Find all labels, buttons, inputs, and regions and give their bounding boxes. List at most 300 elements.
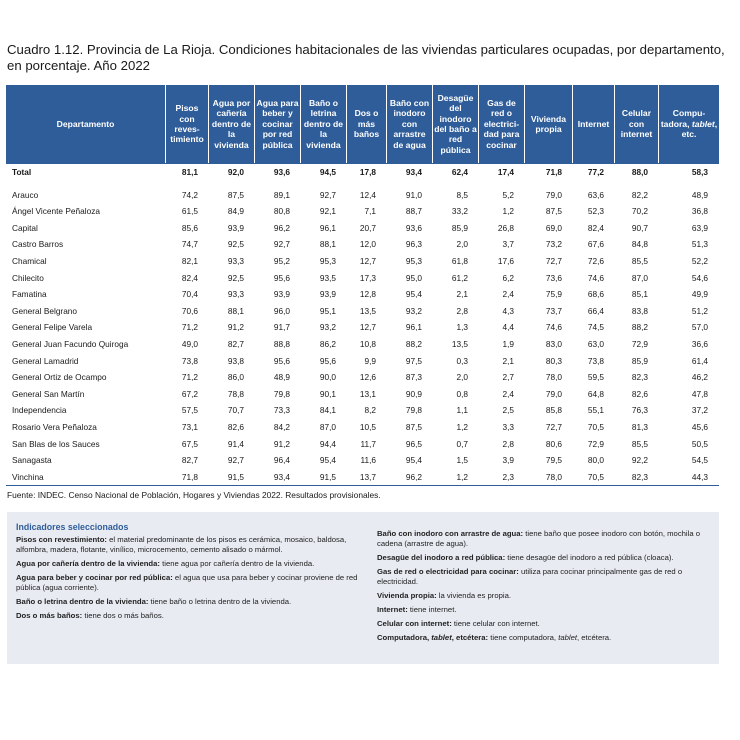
table-cell: 79,0: [545, 189, 562, 200]
table-cell: 70,2: [631, 206, 648, 217]
table-cell: 93,3: [227, 255, 244, 266]
table-cell: 37,2: [691, 405, 708, 416]
table-row: [6, 353, 719, 370]
table-cell: 26,8: [497, 222, 514, 233]
table-cell: 59,5: [587, 372, 604, 383]
indicator-definition: tiene dos o más baños.: [82, 611, 164, 620]
indicator-note: [16, 573, 361, 593]
table-cell: 61,8: [451, 255, 468, 266]
table-cell: 82,7: [181, 455, 198, 466]
table-row: [6, 303, 719, 320]
row-label: Capital: [12, 222, 38, 233]
table-cell: 92,7: [319, 189, 336, 200]
table-cell: 73,2: [545, 239, 562, 250]
indicator-term: Agua por cañería dentro de la vivienda:: [16, 559, 160, 568]
table-cell: 93,9: [319, 289, 336, 300]
indicator-note: [377, 567, 712, 587]
table-cell: 78,0: [525, 469, 573, 487]
table-cell: 91,0: [405, 189, 422, 200]
row-label: Castro Barros: [12, 239, 64, 250]
table-cell: 54,5: [691, 455, 708, 466]
column-header: Pisos con reves- timiento: [166, 85, 209, 163]
table-cell: 82,6: [631, 388, 648, 399]
indicator-note: [16, 559, 361, 569]
indicator-term: Vivienda propia:: [377, 591, 437, 600]
table-cell: 85,5: [631, 438, 648, 449]
table-row: [6, 402, 719, 419]
table-cell: 80,8: [273, 206, 290, 217]
indicator-note: [16, 535, 361, 555]
table-cell: 4,3: [502, 305, 514, 316]
table-cell: 63,9: [691, 222, 708, 233]
row-label: Sanagasta: [12, 455, 52, 466]
table-cell: 2,5: [502, 405, 514, 416]
table-cell: 74,7: [181, 239, 198, 250]
table-cell: 96,2: [273, 222, 290, 233]
table-row: [6, 336, 719, 353]
table-cell: 4,4: [502, 322, 514, 333]
table-cell: 68,6: [587, 289, 604, 300]
table-cell: 82,6: [227, 421, 244, 432]
table-cell: 7,1: [364, 206, 376, 217]
table-cell: 81,3: [631, 421, 648, 432]
column-header: Celular con internet: [615, 85, 659, 163]
table-cell: 17,3: [359, 272, 376, 283]
indicator-note: [16, 597, 361, 607]
table-row: [6, 236, 719, 253]
table-cell: 48,9: [691, 189, 708, 200]
table-cell: 6,2: [502, 272, 514, 283]
table-cell: 74,5: [587, 322, 604, 333]
table-cell: 2,1: [456, 289, 468, 300]
table-cell: 44,3: [659, 469, 719, 487]
table-cell: 72,6: [587, 255, 604, 266]
table-cell: 33,2: [451, 206, 468, 217]
table-cell: 70,7: [227, 405, 244, 416]
data-table-container: [6, 85, 719, 486]
table-cell: 86,0: [227, 372, 244, 383]
table-cell: 1,2: [502, 206, 514, 217]
table-row: [6, 187, 719, 204]
table-cell: 55,1: [587, 405, 604, 416]
table-cell: 96,2: [387, 469, 433, 487]
table-cell: 96,1: [405, 322, 422, 333]
row-label: General San Martín: [12, 388, 85, 399]
table-cell: 71,8: [525, 163, 573, 181]
table-cell: 96,0: [273, 305, 290, 316]
column-header: Internet: [573, 85, 615, 163]
table-cell: 85,1: [631, 289, 648, 300]
indicators-right-column: [377, 529, 712, 647]
table-cell: 0,7: [456, 438, 468, 449]
indicator-term: Dos o más baños:: [16, 611, 83, 620]
table-cell: 20,7: [359, 222, 376, 233]
table-cell: 79,8: [405, 405, 422, 416]
table-cell: 92,0: [209, 163, 255, 181]
indicators-box: [7, 512, 719, 664]
source-note: Fuente: INDEC. Censo Nacional de Población, Hogares y Viviendas 2022. Resultados provisionales.: [7, 490, 381, 500]
table-cell: 86,2: [319, 338, 336, 349]
column-header: Dos o más baños: [347, 85, 387, 163]
row-label: General Belgrano: [12, 305, 78, 316]
table-row: [6, 319, 719, 336]
table-cell: 95,0: [405, 272, 422, 283]
table-row: [6, 220, 719, 237]
table-cell: 85,5: [631, 255, 648, 266]
indicator-note: [377, 619, 712, 629]
indicator-definition: tiene celular con internet.: [451, 619, 540, 628]
table-cell: 96,5: [405, 438, 422, 449]
indicator-note: [377, 553, 712, 563]
table-cell: 88,7: [405, 206, 422, 217]
row-label: Ángel Vicente Peñaloza: [12, 206, 100, 217]
table-cell: 95,4: [405, 289, 422, 300]
table-cell: 72,9: [587, 438, 604, 449]
table-cell: 75,9: [545, 289, 562, 300]
column-header: Baño con inodoro con arrastre de agua: [387, 85, 433, 163]
table-cell: 82,3: [631, 372, 648, 383]
data-table: [6, 85, 719, 486]
row-label: Rosario Vera Peñaloza: [12, 421, 97, 432]
table-cell: 2,4: [502, 388, 514, 399]
row-label: Independencia: [12, 405, 67, 416]
table-cell: 2,4: [502, 289, 514, 300]
table-cell: 67,5: [181, 438, 198, 449]
table-cell: 36,6: [691, 338, 708, 349]
table-cell: 13,5: [451, 338, 468, 349]
row-label: Arauco: [12, 189, 39, 200]
table-cell: 79,8: [273, 388, 290, 399]
table-cell: 70,4: [181, 289, 198, 300]
table-cell: 91,7: [273, 322, 290, 333]
indicator-note: [377, 591, 712, 601]
table-cell: 2,0: [456, 239, 468, 250]
table-cell: 11,6: [360, 455, 376, 466]
column-header: Compu- tadora, tablet, etc.: [659, 85, 719, 163]
table-cell: 66,4: [587, 305, 604, 316]
row-label: Vinchina: [6, 469, 166, 487]
row-label: General Ortiz de Ocampo: [12, 372, 107, 383]
table-cell: 91,5: [301, 469, 347, 487]
table-cell: 93,9: [273, 289, 290, 300]
indicator-definition: tiene internet.: [407, 605, 457, 614]
table-header-row: [6, 85, 719, 163]
table-cell: 95,6: [273, 355, 290, 366]
table-cell: 8,2: [364, 405, 376, 416]
table-cell: 13,7: [347, 469, 387, 487]
table-cell: 73,8: [181, 355, 198, 366]
table-cell: 96,3: [405, 239, 422, 250]
table-cell: 0,8: [456, 388, 468, 399]
table-title: Cuadro 1.12. Provincia de La Rioja. Condiciones habitacionales de las viviendas particulares ocupadas, por departamento, en porcentaje. Año 2022: [7, 42, 725, 73]
table-cell: 57,0: [691, 322, 708, 333]
table-cell: 92,7: [227, 455, 244, 466]
table-cell: 69,0: [545, 222, 562, 233]
row-label: General Juan Facundo Quiroga: [12, 338, 129, 349]
column-header: Desagüe del inodoro del baño a red pública: [433, 85, 479, 163]
table-cell: 17,4: [479, 163, 525, 181]
indicator-definition: tiene baño o letrina dentro de la vivienda.: [148, 597, 292, 606]
table-cell: 51,3: [691, 239, 708, 250]
indicator-term: Desagüe del inodoro a red pública:: [377, 553, 506, 562]
table-cell: 90,7: [631, 222, 648, 233]
table-cell: 93,4: [387, 163, 433, 181]
table-cell: 93,6: [405, 222, 422, 233]
table-body: [6, 163, 719, 486]
row-label: General Lamadrid: [12, 355, 79, 366]
table-cell: 49,0: [181, 338, 198, 349]
table-cell: 54,6: [691, 272, 708, 283]
table-cell: 12,7: [359, 322, 376, 333]
table-cell: 85,9: [451, 222, 468, 233]
indicator-term: Baño con inodoro con arrastre de agua:: [377, 529, 524, 538]
table-cell: 1,1: [456, 405, 468, 416]
table-cell: 88,2: [405, 338, 422, 349]
table-cell: 12,6: [359, 372, 376, 383]
table-cell: 58,3: [659, 163, 719, 181]
table-cell: 85,6: [181, 222, 198, 233]
indicator-term: Celular con internet:: [377, 619, 452, 628]
table-cell: 50,5: [691, 438, 708, 449]
indicator-definition: tiene computadora, tablet, etcétera.: [488, 633, 612, 642]
table-cell: 71,2: [181, 372, 198, 383]
table-cell: 78,8: [227, 388, 244, 399]
column-header: Vivienda propia: [525, 85, 573, 163]
indicator-term: Agua para beber y cocinar por red pública:: [16, 573, 173, 582]
indicator-definition: utiliza para cocinar principalmente gas de red o electricidad.: [377, 567, 683, 586]
table-cell: 48,9: [273, 372, 290, 383]
table-row: [6, 286, 719, 303]
table-cell: 73,1: [181, 421, 198, 432]
table-cell: 95,3: [319, 255, 336, 266]
table-cell: 88,1: [319, 239, 336, 250]
column-header: Baño o letrina dentro de la vivienda: [301, 85, 347, 163]
table-cell: 88,8: [273, 338, 290, 349]
table-cell: 1,5: [456, 455, 468, 466]
indicator-note: [377, 605, 712, 615]
table-cell: 82,2: [631, 189, 648, 200]
table-cell: 61,4: [691, 355, 708, 366]
table-cell: 10,8: [359, 338, 376, 349]
indicator-definition: tiene desagüe del inodoro a red pública (cloaca).: [505, 553, 674, 562]
indicators-left-column: [16, 535, 361, 625]
table-cell: 1,3: [456, 322, 468, 333]
table-row: [6, 469, 719, 487]
table-row: [6, 386, 719, 403]
row-label: Famatina: [12, 289, 47, 300]
indicator-definition: tiene agua por cañería dentro de la vivienda.: [159, 559, 315, 568]
table-cell: 90,9: [405, 388, 422, 399]
table-cell: 80,6: [545, 438, 562, 449]
table-cell: 83,8: [631, 305, 648, 316]
table-cell: 82,3: [615, 469, 659, 487]
table-cell: 36,8: [691, 206, 708, 217]
table-cell: 93,4: [255, 469, 301, 487]
indicator-note: [16, 611, 361, 621]
table-cell: 95,6: [319, 355, 336, 366]
indicator-term: Pisos con revestimiento:: [16, 535, 107, 544]
column-header: Gas de red o electrici- dad para cocinar: [479, 85, 525, 163]
indicator-definition: la vivienda es propia.: [436, 591, 512, 600]
table-cell: 92,1: [319, 206, 336, 217]
table-cell: 17,8: [347, 163, 387, 181]
table-cell: 87,0: [319, 421, 336, 432]
table-cell: 80,3: [545, 355, 562, 366]
table-cell: 3,3: [502, 421, 514, 432]
table-cell: 91,2: [227, 322, 244, 333]
table-cell: 94,5: [301, 163, 347, 181]
table-cell: 87,5: [545, 206, 562, 217]
table-cell: 92,5: [227, 272, 244, 283]
table-cell: 95,1: [319, 305, 336, 316]
table-cell: 61,5: [181, 206, 198, 217]
table-cell: 85,8: [545, 405, 562, 416]
table-cell: 90,0: [319, 372, 336, 383]
indicator-term: Internet:: [377, 605, 408, 614]
total-row: [6, 163, 719, 181]
table-cell: 82,4: [587, 222, 604, 233]
table-cell: 10,5: [359, 421, 376, 432]
table-cell: 89,1: [273, 189, 290, 200]
table-cell: 1,2: [456, 421, 468, 432]
table-cell: 49,9: [691, 289, 708, 300]
table-cell: 73,6: [545, 272, 562, 283]
table-cell: 13,1: [359, 388, 376, 399]
table-cell: 88,1: [227, 305, 244, 316]
table-cell: 87,5: [227, 189, 244, 200]
table-cell: 63,0: [587, 338, 604, 349]
table-cell: 72,7: [545, 421, 562, 432]
table-cell: 46,2: [691, 372, 708, 383]
indicator-note: [377, 633, 712, 643]
table-cell: 2,8: [456, 305, 468, 316]
table-cell: 62,4: [433, 163, 479, 181]
indicator-note: [377, 529, 712, 549]
table-cell: 51,2: [691, 305, 708, 316]
table-cell: 82,1: [181, 255, 198, 266]
table-cell: 2,1: [502, 355, 514, 366]
row-label: General Felipe Varela: [12, 322, 93, 333]
table-cell: 64,8: [587, 388, 604, 399]
table-cell: 0,3: [456, 355, 468, 366]
table-cell: 95,4: [319, 455, 336, 466]
table-cell: 93,5: [319, 272, 336, 283]
table-cell: 78,0: [545, 372, 562, 383]
table-cell: 82,7: [227, 338, 244, 349]
table-cell: 84,9: [227, 206, 244, 217]
table-cell: 67,2: [181, 388, 198, 399]
table-cell: 12,4: [359, 189, 376, 200]
table-cell: 5,2: [502, 189, 514, 200]
table-row: [6, 419, 719, 436]
table-cell: 94,4: [319, 438, 336, 449]
table-cell: 2,3: [479, 469, 525, 487]
table-cell: 8,5: [456, 189, 468, 200]
table-cell: 1,9: [502, 338, 514, 349]
table-cell: 95,4: [405, 455, 422, 466]
table-cell: 2,8: [502, 438, 514, 449]
table-cell: 95,2: [273, 255, 290, 266]
table-cell: 45,6: [691, 421, 708, 432]
table-cell: 70,6: [181, 305, 198, 316]
table-cell: 93,8: [227, 355, 244, 366]
table-cell: 12,0: [359, 239, 376, 250]
table-cell: 1,2: [433, 469, 479, 487]
table-cell: 87,5: [405, 421, 422, 432]
table-cell: 83,0: [545, 338, 562, 349]
table-row: [6, 436, 719, 453]
table-cell: 88,0: [615, 163, 659, 181]
row-label: Chamical: [12, 255, 47, 266]
table-cell: 2,0: [456, 372, 468, 383]
table-cell: 97,5: [405, 355, 422, 366]
table-cell: 67,6: [587, 239, 604, 250]
table-cell: 93,2: [319, 322, 336, 333]
table-row: [6, 369, 719, 386]
table-cell: 52,2: [691, 255, 708, 266]
table-cell: 80,0: [587, 455, 604, 466]
table-cell: 72,7: [545, 255, 562, 266]
table-cell: 2,7: [502, 372, 514, 383]
table-cell: 91,5: [209, 469, 255, 487]
column-header: Agua para beber y cocinar por red pública: [255, 85, 301, 163]
table-cell: 84,2: [273, 421, 290, 432]
table-cell: 72,9: [631, 338, 648, 349]
indicator-definition: el material predominante de los pisos es cerámica, mosaico, baldosa, alfombra, madera, flotante, vinílico, microcemento, cemento alisado o mármol.: [16, 535, 347, 554]
table-cell: 52,3: [587, 206, 604, 217]
indicator-term: Baño o letrina dentro de la vivienda:: [16, 597, 149, 606]
table-cell: 93,9: [227, 222, 244, 233]
table-cell: 74,6: [545, 322, 562, 333]
table-cell: 82,4: [181, 272, 198, 283]
table-row: [6, 203, 719, 220]
row-label: Total: [6, 163, 166, 181]
table-cell: 57,5: [181, 405, 198, 416]
table-cell: 96,1: [319, 222, 336, 233]
table-cell: 73,3: [273, 405, 290, 416]
table-cell: 87,3: [405, 372, 422, 383]
table-cell: 12,7: [359, 255, 376, 266]
indicators-title: Indicadores seleccionados: [16, 522, 129, 532]
table-row: [6, 452, 719, 469]
indicator-definition: el agua que usa para beber y cocinar proviene de red pública (agua corriente).: [16, 573, 358, 592]
table-cell: 81,1: [166, 163, 209, 181]
table-cell: 61,2: [451, 272, 468, 283]
table-cell: 88,2: [631, 322, 648, 333]
table-cell: 84,1: [319, 405, 336, 416]
table-cell: 47,8: [691, 388, 708, 399]
table-cell: 11,7: [360, 438, 376, 449]
table-cell: 73,8: [587, 355, 604, 366]
table-cell: 95,3: [405, 255, 422, 266]
table-cell: 71,8: [166, 469, 209, 487]
table-cell: 76,3: [631, 405, 648, 416]
table-cell: 91,2: [273, 438, 290, 449]
table-cell: 92,2: [631, 455, 648, 466]
table-cell: 12,8: [359, 289, 376, 300]
table-cell: 13,5: [359, 305, 376, 316]
table-cell: 93,2: [405, 305, 422, 316]
row-label: San Blas de los Sauces: [12, 438, 100, 449]
table-cell: 79,0: [545, 388, 562, 399]
column-header: Agua por cañería dentro de la vivienda: [209, 85, 255, 163]
table-cell: 74,2: [181, 189, 198, 200]
indicator-term: Gas de red o electricidad para cocinar:: [377, 567, 519, 576]
table-cell: 17,6: [497, 255, 514, 266]
table-row: [6, 253, 719, 270]
table-cell: 93,3: [227, 289, 244, 300]
table-cell: 70,5: [573, 469, 615, 487]
